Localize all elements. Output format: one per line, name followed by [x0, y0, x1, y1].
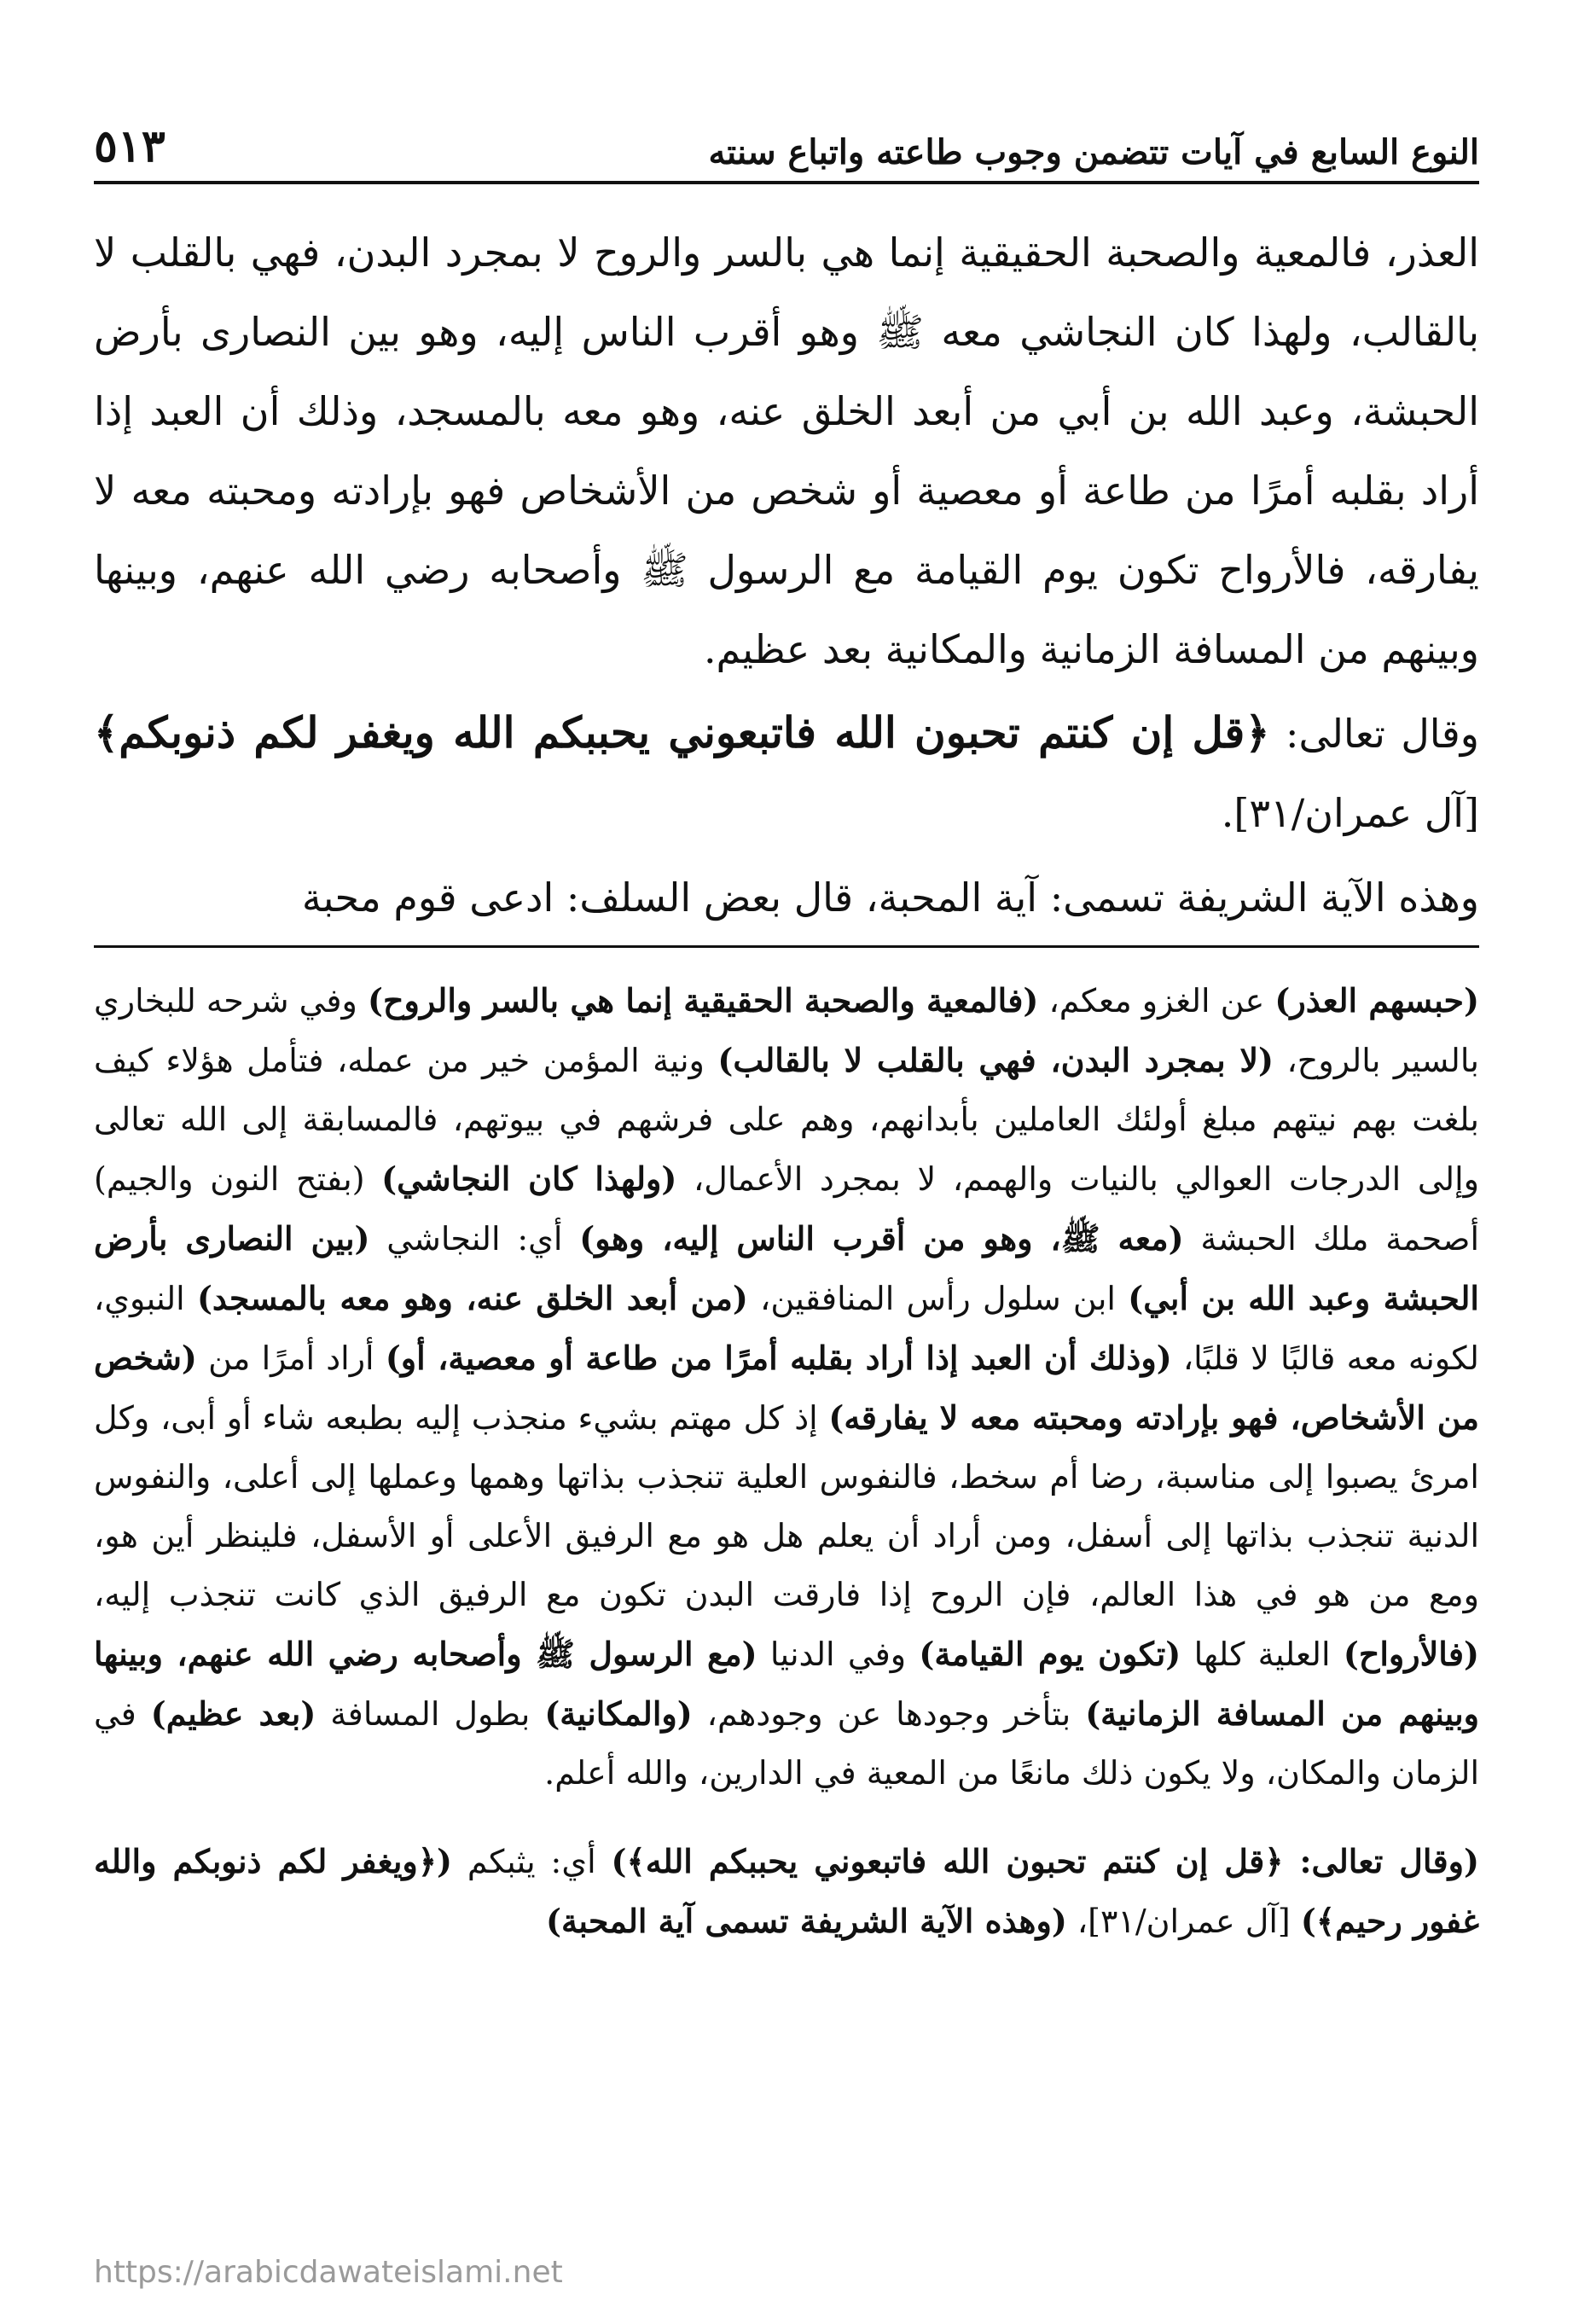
- quoted-text-segment: (مع الرسول ﷺ وأصحابه رضي الله عنهم، وبينها وبينهم من المسافة الزمانية): [94, 1635, 1480, 1733]
- commentary-text-segment: بتأخر وجودها عن وجودهم،: [692, 1695, 1086, 1733]
- footnote-divider: [94, 945, 1479, 948]
- quoted-text-segment: (ولهذا كان النجاشي): [381, 1159, 677, 1198]
- commentary-text-segment: في الزمان والمكان، ولا يكون ذلك مانعًا من المعية في الدارين، والله أعلم.: [94, 1695, 1479, 1792]
- quoted-text-segment: (من أبعد الخلق عنه، وهو معه بالمسجد): [196, 1279, 748, 1317]
- quoted-text-segment: (وقال تعالى: ﴿قل إن كنتم تحبون الله فاتبعوني يحببكم الله﴾): [611, 1842, 1479, 1880]
- commentary-text-segment: وفي الدنيا: [757, 1636, 920, 1673]
- commentary-text-segment: أي: يثبكم: [452, 1843, 612, 1880]
- commentary-text-segment: أراد أمرًا من: [196, 1339, 386, 1377]
- quoted-text-segment: (فالأرواح): [1343, 1635, 1480, 1673]
- commentary-paragraph-1: [94, 971, 1479, 1803]
- main-paragraph-3: وهذه الآية الشريفة تسمى: آية المحبة، قال بعض السلف: ادعى قوم محبة: [301, 874, 1479, 921]
- watermark-url: https://arabicdawateislami.net: [94, 2255, 563, 2290]
- commentary-text-segment: إذ كل مهتم بشيء منجذب إليه بطبعه شاء أو أبى، وكل امرئ يصبوا إلى مناسبة، رضا أم سخط، فالنفوس العلية تنجذب بذاتها وهمها وعملها إلى أعلى، والنفوس الدنية تنجذب بذاتها إلى أسفل، ومن أراد أن يعلم هل هو مع الرفيق الأعلى أو الأسفل، فلينظر أين هو، ومع من هو في هذا العالم، فإن الروح إذا فارقت البدن تكون مع الرفيق الذي كانت تنجذب إليه،: [94, 1399, 1479, 1613]
- commentary-text-segment: ابن سلول رأس المنافقين،: [747, 1280, 1129, 1317]
- quoted-text-segment: (معه ﷺ، وهو من أقرب الناس إليه، وهو): [579, 1219, 1184, 1258]
- quoted-text-segment: (وهذه الآية الشريفة تسمى آية المحبة): [546, 1902, 1067, 1940]
- commentary-notes: [94, 971, 1479, 1951]
- commentary-text-segment: النبوي، لكونه معه قالبًا لا قلبًا،: [94, 1280, 1479, 1377]
- quoted-text-segment: (فالمعية والصحبة الحقيقية إنما هي بالسر والروح): [367, 981, 1039, 1020]
- quoted-text-segment: (لا بمجرد البدن، فهي بالقلب لا بالقالب): [717, 1041, 1274, 1079]
- quoted-text-segment: (شخص من الأشخاص، فهو بإرادته ومحبته معه لا يفارقه): [94, 1339, 1479, 1437]
- commentary-text-segment: عن الغزو معكم،: [1038, 982, 1275, 1020]
- main-text: [94, 213, 1479, 938]
- page-header: [94, 96, 1479, 184]
- quoted-text-segment: (بين النصارى بأرض الحبشة وعبد الله بن أبي): [94, 1219, 1479, 1317]
- page-number: ٥١٣: [94, 120, 165, 172]
- commentary-text-segment: وفي شرحه للبخاري بالسير بالروح،: [94, 982, 1479, 1079]
- commentary-text-segment: العلية كلها: [1181, 1636, 1344, 1673]
- commentary-text-segment: (بفتح النون والجيم) أصحمة ملك الحبشة: [94, 1160, 1480, 1258]
- quoted-text-segment: (تكون يوم القيامة): [919, 1635, 1181, 1673]
- verse-intro: وقال تعالى:: [1269, 711, 1479, 757]
- verse-reference: [آل عمران/٣١].: [1221, 790, 1479, 836]
- running-title: النوع السابع في آيات تتضمن وجوب طاعته واتباع سنته: [708, 132, 1479, 172]
- quran-verse: ﴿قل إن كنتم تحبون الله فاتبعوني يحببكم الله ويغفر لكم ذنوبكم﴾: [94, 707, 1270, 758]
- main-paragraph-1: العذر، فالمعية والصحبة الحقيقية إنما هي بالسر والروح لا بمجرد البدن، فهي بالقلب لا بالقالب، ولهذا كان النجاشي معه ﷺ وهو أقرب الناس إليه، وهو بين النصارى بأرض الحبشة، وعبد الله بن أبي من أبعد الخلق عنه، وهو معه بالمسجد، وذلك أن العبد إذا أراد بقلبه أمرًا من طاعة أو معصية أو شخص من الأشخاص فهو بإرادته ومحبته معه لا يفارقه، فالأرواح تكون يوم القيامة مع الرسول ﷺ وأصحابه رضي الله عنهم، وبينها وبينهم من المسافة الزمانية والمكانية بعد عظيم.: [94, 229, 1479, 672]
- commentary-text-segment: [آل عمران/٣١]،: [1066, 1903, 1301, 1940]
- quoted-text-segment: (وذلك أن العبد إذا أراد بقلبه أمرًا من طاعة أو معصية، أو): [385, 1339, 1172, 1377]
- commentary-text-segment: أي: النجاشي: [369, 1220, 580, 1258]
- quoted-text-segment: (والمكانية): [544, 1694, 693, 1733]
- quoted-text-segment: (بعد عظيم): [150, 1694, 316, 1733]
- commentary-text-segment: ونية المؤمن خير من عمله، فتأمل هؤلاء كيف بلغت بهم نيتهم مبلغ أولئك العاملين بأبدانهم، وهم على فرشهم في بيوتهم، فالمسابقة إلى الله تعالى وإلى الدرجات العوالي بالنيات والهمم، لا بمجرد الأعمال،: [94, 1042, 1479, 1198]
- main-paragraph-2: [94, 693, 1479, 853]
- commentary-text-segment: بطول المسافة: [316, 1695, 545, 1733]
- quoted-text-segment: (حبسهم العذر): [1274, 981, 1480, 1020]
- quoted-text-segment: (﴿ويغفر لكم ذنوبكم والله غفور رحيم﴾): [94, 1842, 1479, 1940]
- commentary-paragraph-2: [94, 1832, 1479, 1951]
